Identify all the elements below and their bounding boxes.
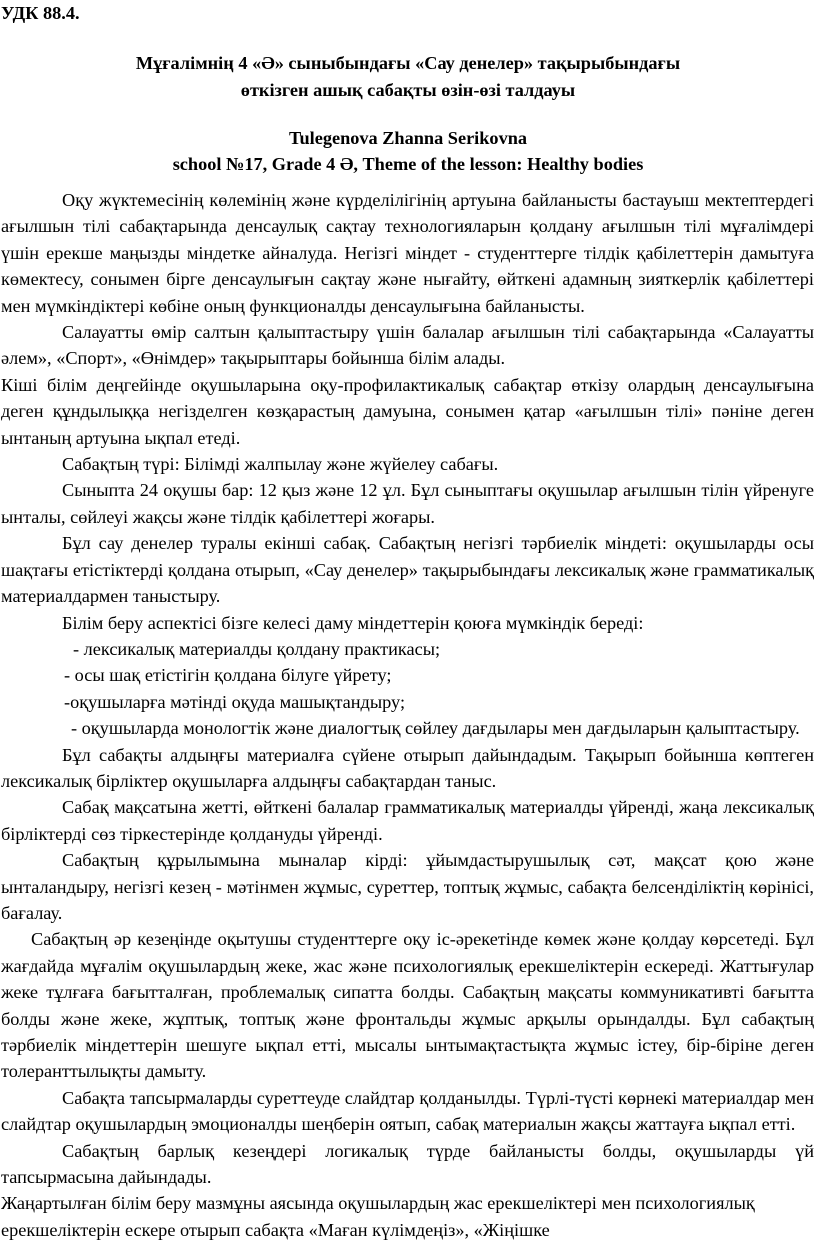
paragraph: Бұл сабақты алдыңғы материалға сүйене отырып дайындадым. Тақырып бойынша көптеген лексикалық бірліктер оқушыларға алдыңғы сабақтардан таныс. [1, 744, 814, 791]
paragraph: Сабақ мақсатына жетті, өйткені балалар грамматикалық материалды үйренді, жаңа лексикалық бірліктерді сөз тіркестерінде қолдануды үйренді. [1, 797, 814, 844]
list-item: - осы шақ етістігін қолдана білуге үйрету; [64, 665, 392, 686]
paragraph: Сабақтың құрылымына мыналар кірді: ұйымдастырушылық сәт, мақсат қою және ынталандыру, негізгі кезең - мәтінмен жұмыс, суреттер, топтық жұмыс, сабақта белсенділіктің көрінісі, бағалау. [1, 850, 814, 923]
document-title-line-1: Мұғалімнің 4 «Ә» сыныбындағы «Сау денелер» тақырыбындағы [135, 53, 681, 73]
paragraph: Сыныпта 24 оқушы бар: 12 қыз және 12 ұл. Бұл сыныптағы оқушылар ағылшын тілін үйренуге ынталы, сөйлеуі жақсы және тілдік қабілеттері жоғары. [1, 480, 814, 527]
paragraph: Оқу жүктемесінің көлемінің және күрделілігінің артуына байланысты бастауыш мектептердегі ағылшын тілі сабақтарында денсаулық сақтау технологияларын қолдану ағылшын тілі мұғалімдері үшін ерекше маңызды міндетке айналуда. Негізгі міндет - студенттерге тілдік қабілеттерін дамытуға көмектесу, сонымен бірге денсаулығын сақтау және нығайту, өйткені адамның зияткерлік қабілеттері мен мүмкіндіктері көбіне оның функционалды денсаулығына байланысты. [1, 190, 814, 316]
school-info: school №17, Grade 4 Ә, Theme of the lesson: Healthy bodies [172, 154, 644, 174]
list-item: -оқушыларға мәтінді оқуда машықтандыру; [64, 691, 406, 712]
author-name: Tulegenova Zhanna Serikovna [288, 128, 528, 148]
paragraph: Бұл сау денелер туралы екінші сабақ. Сабақтың негізгі тәрбиелік міндеті: оқушыларды осы шақтағы етістіктерді қолдана отырып, «Сау денелер» тақырыбындағы лексикалық және грамматикалық материалдармен таныстыру. [1, 533, 814, 607]
paragraph: Сабақтың барлық кезеңдері логикалық түрде байланысты болды, оқушыларды үй тапсырмасына дайындады. [1, 1140, 814, 1188]
paragraph: Кіші білім деңгейінде оқушыларына оқу-профилактикалық сабақтар өткізу олардың денсаулығына деген құндылыққа негізделген көзқарастың дамуына, сонымен қатар «ағылшын тілі» пәніне деген ынтаның артуына ықпал етеді. [1, 374, 814, 448]
udk-code: УДК 88.4. [1, 3, 80, 23]
list-item: - оқушыларда монологтік және диалогтық сөйлеу дағдылары мен дағдыларын қалыптастыру. [71, 718, 800, 739]
paragraph: Сабақта тапсырмаларды суреттеуде слайдтар қолданылды. Түрлі-түсті көрнекі материалдар мен слайдтар оқушылардың эмоционалды шеңберін оятып, сабақ материалын жақсы жаттауға ықпал етті. [1, 1087, 814, 1135]
document-title-line-2: өткізген ашық сабақты өзін-өзі талдауы [240, 80, 576, 100]
paragraph: Білім беру аспектісі бізге келесі даму міндеттерін қоюға мүмкіндік береді: [62, 612, 644, 633]
paragraph: Сабақтың түрі: Білімді жалпылау және жүйелеу сабағы. [62, 454, 499, 475]
document-body [1, 187, 814, 1243]
list-item: - лексикалық материалды қолдану практикасы; [73, 638, 441, 659]
paragraph: Жаңартылған білім беру мазмұны аясында оқушылардың жас ерекшеліктері мен психологиялық ерекшеліктерін ескере отырып сабақта «Маған күлімдеңіз», «Жіңішке [1, 1193, 755, 1240]
paragraph: Салауатты өмір салтын қалыптастыру үшін балалар ағылшын тілі сабақтарында «Салауатты әлем», «Спорт», «Өнімдер» тақырыптары бойынша білім алады. [1, 322, 814, 369]
paragraph: Сабақтың әр кезеңінде оқытушы студенттерге оқу іс-әрекетінде көмек және қолдау көрсетеді. Бұл жағдайда мұғалім оқушылардың жеке, жас және психологиялық ерекшеліктерін ескереді. Жаттығулар жеке тұлғаға бағытталған, проблемалық сипатта болды. Сабақтың мақсаты коммуникативті бағытта болды және жеке, жұптық, топтық және фронтальды жұмыс арқылы орындалды. Бұл сабақтың тәрбиелік міндеттерін шешуге ықпал етті, мысалы ынтымақтастықта жұмыс істеу, бір-біріне деген толеранттылықты дамыту. [1, 929, 814, 1082]
